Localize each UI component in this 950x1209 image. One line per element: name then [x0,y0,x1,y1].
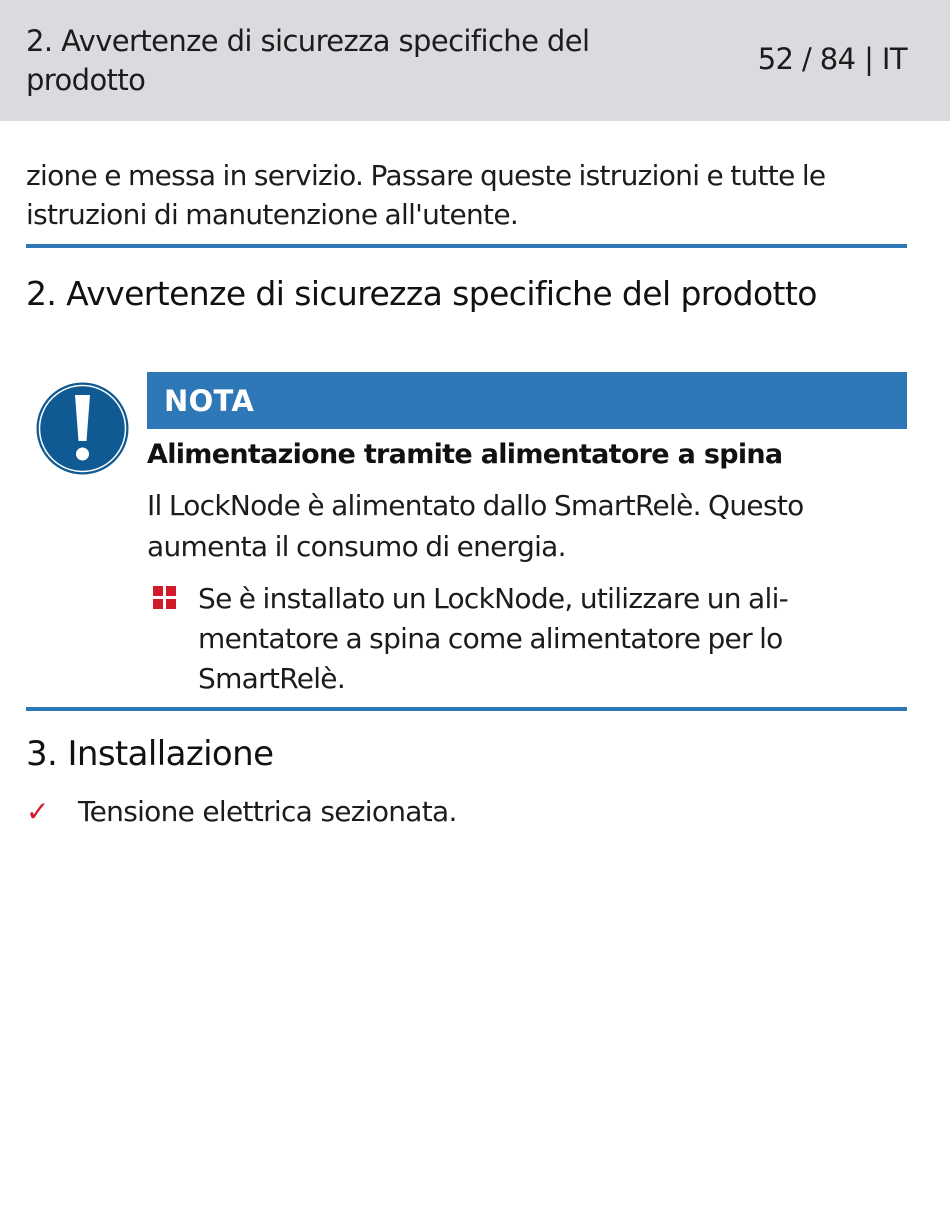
divider-top [26,244,907,248]
section-2-heading: 2. Avvertenze di sicurezza specifiche del prodotto [26,274,817,313]
notice-body: Il LockNode è alimentato dallo SmartRelè. Questo aumenta il consumo di energia. [147,489,804,563]
check-item-text: Tensione elettrica sezionata. [78,795,457,828]
header-section-title: 2. Avvertenze di sicurezza specifiche del prodotto [26,24,590,97]
page-header [0,0,950,121]
notice-banner [147,372,907,429]
divider-bottom [26,707,907,711]
exclamation-circle-icon [35,381,130,476]
section-3-heading: 3. Installazione [26,734,274,774]
notice-label: NOTA [164,384,255,418]
page-indicator: 52 / 84 | IT [757,42,907,76]
red-square-grid-icon [153,586,177,610]
checkmark-icon: ✓ [26,795,50,828]
intro-paragraph: zione e messa in servizio. Passare queste istruzioni e tutte le istruzioni di manutenzione all'utente. [26,159,826,231]
notice-bullet-text: Se è installato un LockNode, utilizzare un alimentatore a spina come alimentatore per lo SmartRelè. [198,582,789,695]
notice-title: Alimentazione tramite alimentatore a spina [147,439,783,470]
